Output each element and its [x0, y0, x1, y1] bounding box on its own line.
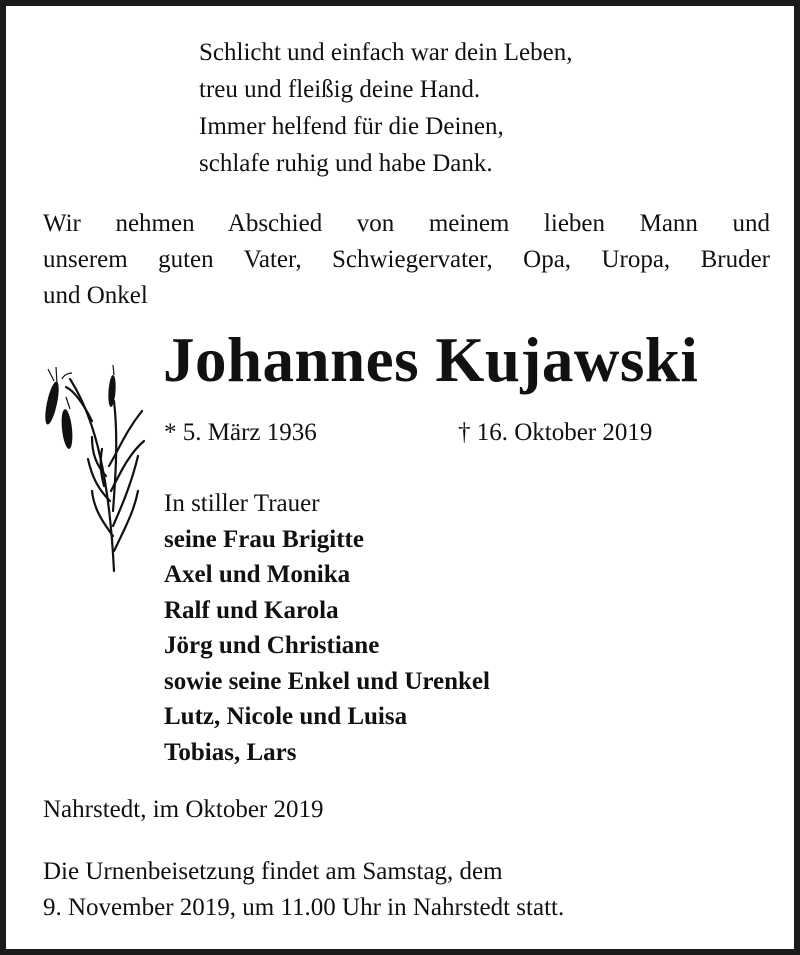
burial-info: [43, 854, 564, 926]
burial-line: Die Urnenbeisetzung findet am Samstag, dem: [43, 858, 503, 885]
mourner-name: seine Frau Brigitte: [164, 525, 364, 553]
poem-line: Immer helfend für die Deinen,: [199, 113, 504, 140]
mourners-list: [164, 486, 490, 770]
intro-line: Wir nehmen Abschied von meinem lieben Mann und: [43, 210, 770, 237]
poem-line: schlafe ruhig und habe Dank.: [199, 150, 493, 177]
place-and-date: Nahrstedt, im Oktober 2019: [43, 796, 324, 823]
mourner-name: sowie seine Enkel und Urenkel: [164, 667, 490, 695]
farewell-intro: [43, 206, 770, 314]
mourner-name: Axel und Monika: [164, 561, 351, 588]
mourner-name: Tobias, Lars: [164, 738, 297, 766]
burial-line: 9. November 2019, um 11.00 Uhr in Nahrstedt statt.: [43, 894, 565, 921]
intro-line: und Onkel: [43, 282, 148, 309]
mourner-name: Jörg und Christiane: [164, 632, 380, 659]
mourner-name: Lutz, Nicole und Luisa: [164, 703, 408, 730]
wheat-ears-icon: [34, 361, 164, 576]
poem-line: Schlicht und einfach war dein Leben,: [199, 39, 573, 66]
death-date: † 16. Oktober 2019: [458, 419, 653, 446]
mourner-name: Ralf und Karola: [164, 596, 339, 624]
poem-line: treu und fleißig deine Hand.: [199, 76, 481, 103]
intro-line: unserem guten Vater, Schwiegervater, Opa, Uropa, Bruder: [43, 246, 770, 273]
deceased-name: Johannes Kujawski: [163, 325, 699, 395]
memorial-poem: [199, 34, 572, 182]
birth-date: * 5. März 1936: [164, 419, 317, 446]
mourners-heading: In stiller Trauer: [164, 490, 320, 517]
